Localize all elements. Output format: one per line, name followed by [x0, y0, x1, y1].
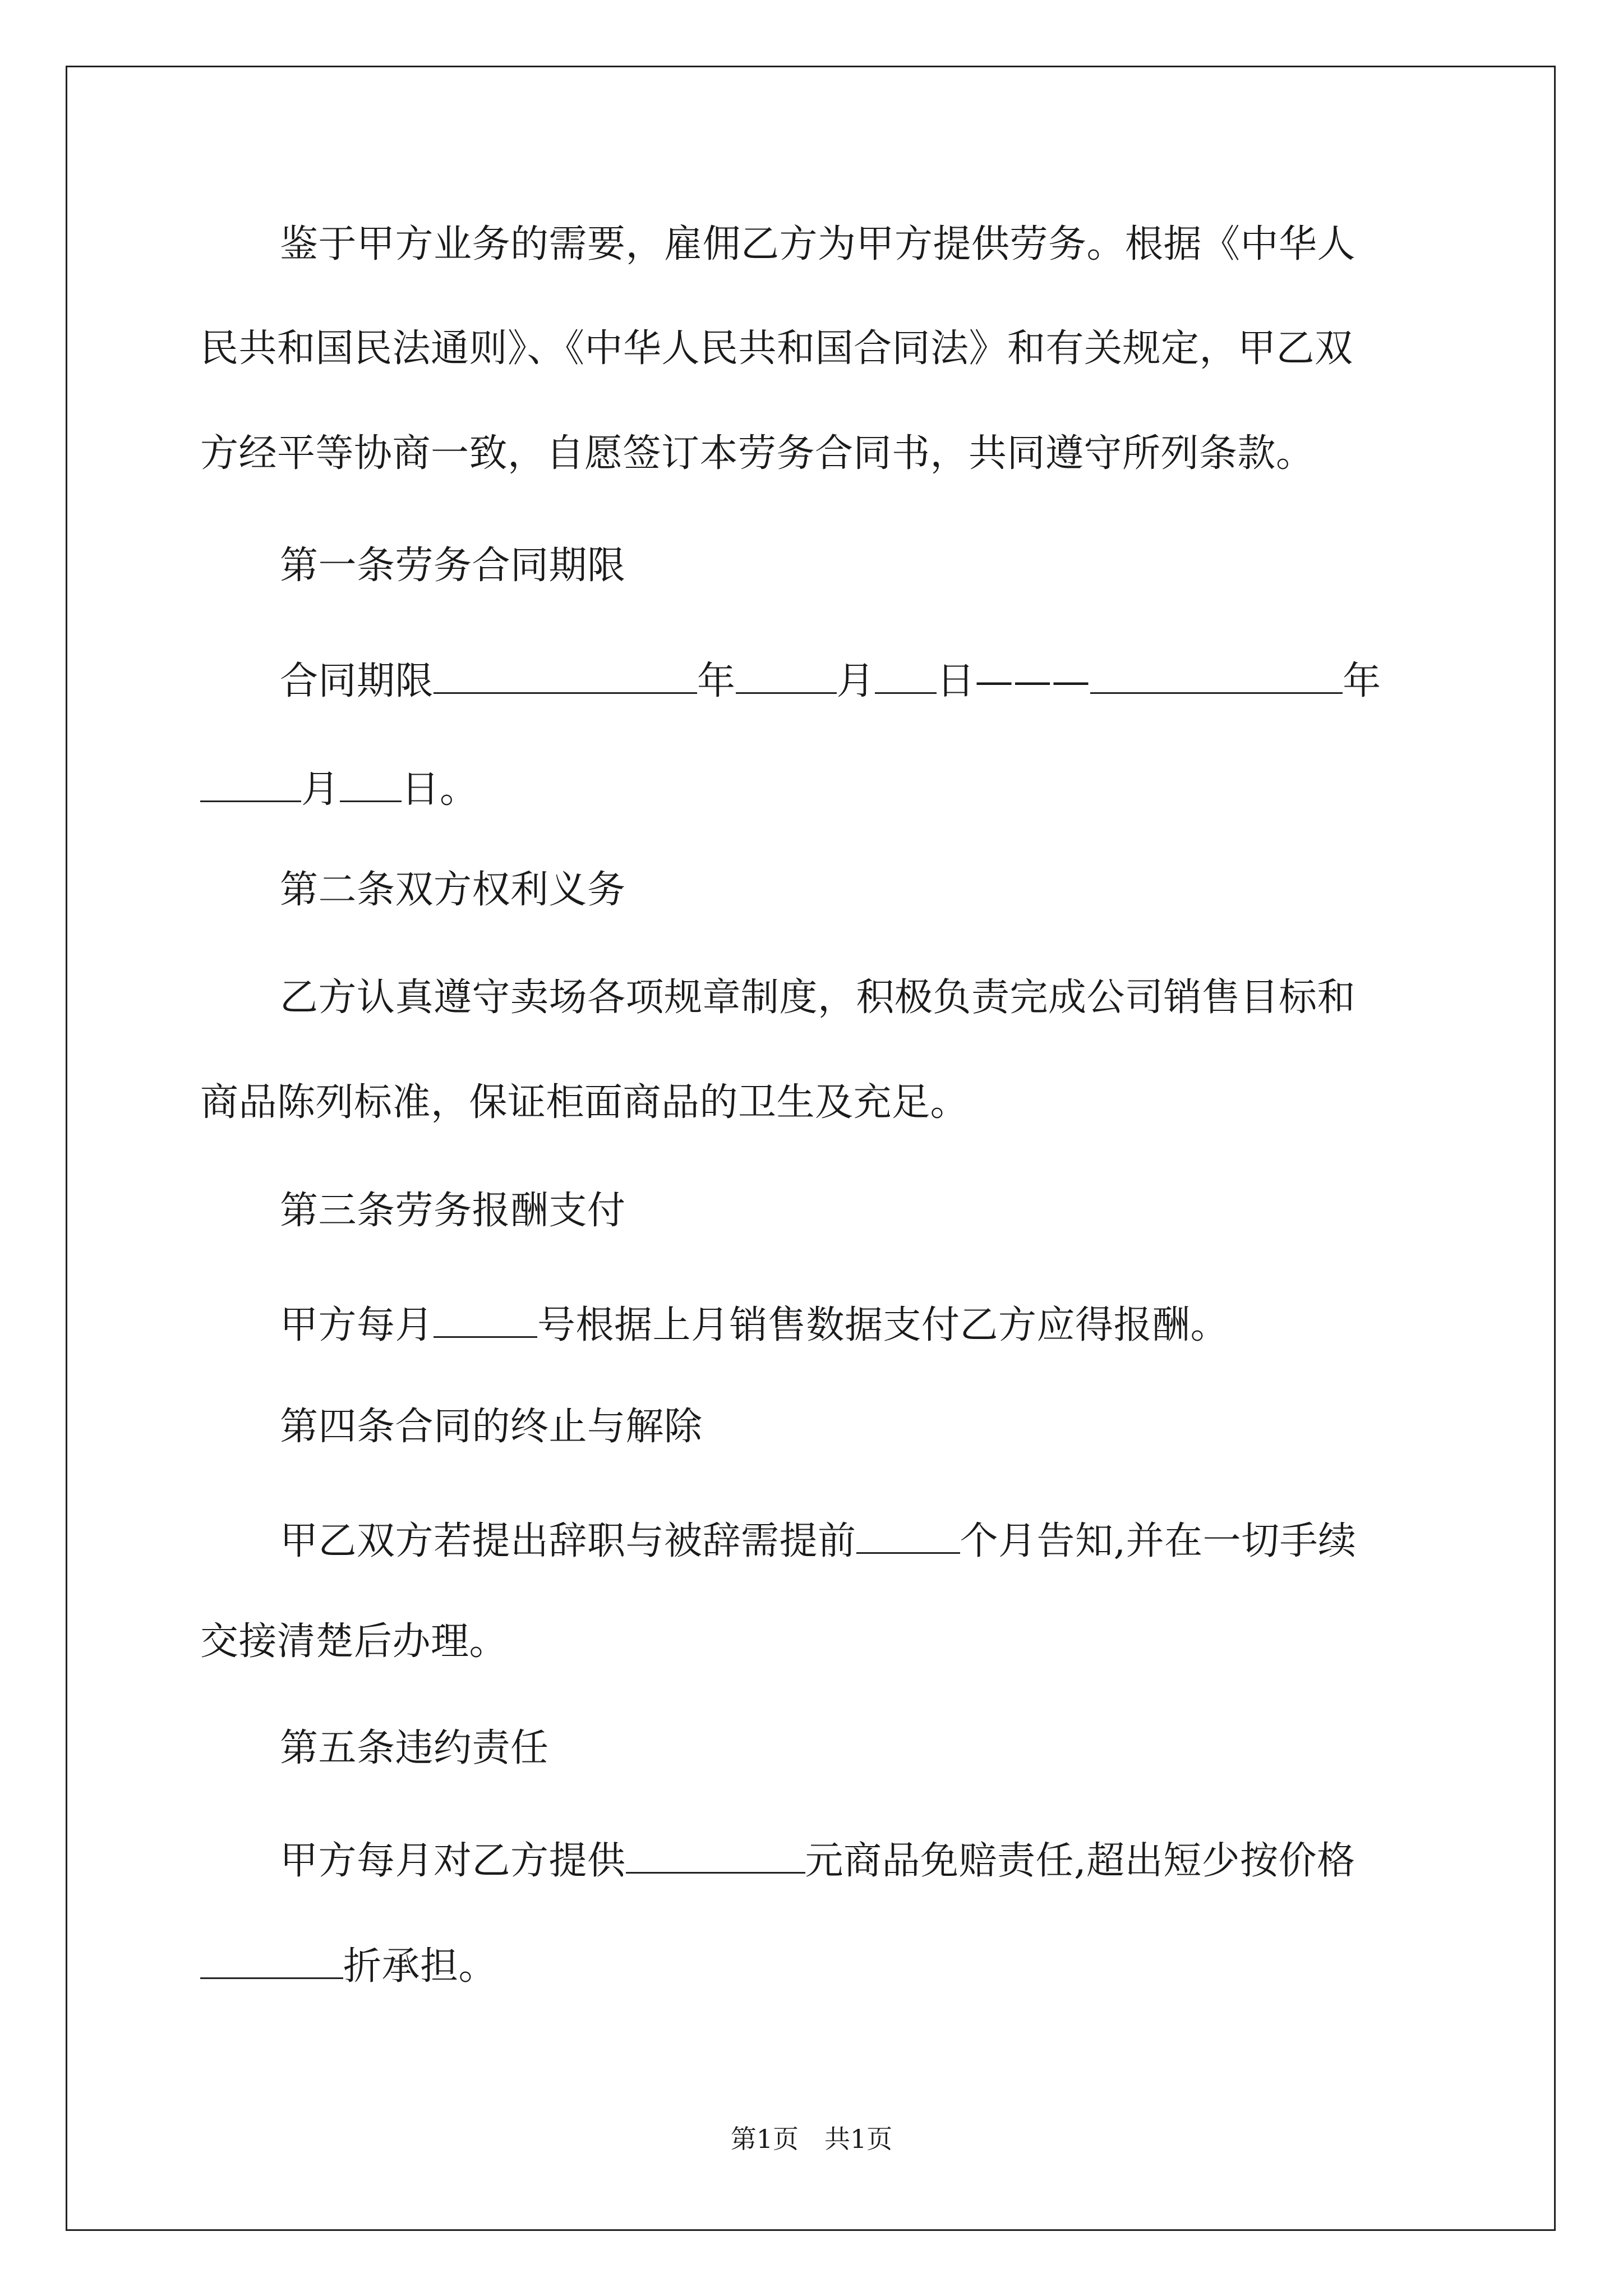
end-year-label: 年 — [1343, 659, 1381, 703]
article-3-body — [280, 1301, 1229, 1345]
article-5-line-1 — [280, 1837, 1355, 1883]
preamble-line-2: 民共和国民法通则》、《中华人民共和国合同法》和有关规定，甲乙双 — [200, 326, 1353, 371]
contract-term-line — [280, 657, 1381, 701]
article-5-prefix: 甲方每月对乙方提供 — [280, 1839, 626, 1883]
term-label: 合同期限 — [280, 659, 434, 703]
start-year-blank — [434, 657, 697, 694]
payment-day-blank — [434, 1301, 537, 1338]
end-year-blank — [1090, 657, 1343, 694]
article-5-line-2 — [200, 1943, 497, 1989]
end-day-blank — [340, 766, 402, 802]
preamble-line-1: 鉴于甲方业务的需要，雇佣乙方为甲方提供劳务。根据《中华人 — [280, 222, 1356, 266]
exemption-amount-blank — [626, 1837, 805, 1874]
end-month-blank — [200, 766, 301, 802]
article-2-line-1: 乙方认真遵守卖场各项规章制度，积极负责完成公司销售目标和 — [280, 976, 1356, 1020]
month-label: 月 — [836, 659, 875, 703]
discount-rate-blank — [200, 1943, 343, 1979]
article-3-heading: 第三条劳务报酬支付 — [280, 1189, 626, 1233]
year-label: 年 — [697, 659, 736, 703]
end-day-label: 日。 — [401, 767, 478, 812]
article-5-heading: 第五条违约责任 — [280, 1726, 549, 1770]
article-4-line-1 — [280, 1517, 1357, 1561]
contract-term-line-2 — [200, 766, 478, 812]
preamble-line-3: 方经平等协商一致，自愿签订本劳务合同书，共同遵守所列条款。 — [200, 431, 1315, 476]
article-1-heading: 第一条劳务合同期限 — [280, 544, 626, 588]
page-number-footer: 第1页 共1页 — [730, 2124, 893, 2154]
article-5-line-2-suffix: 折承担。 — [343, 1944, 497, 1989]
article-2-heading: 第二条双方权利义务 — [280, 868, 626, 912]
article-2-line-2: 商品陈列标准，保证柜面商品的卫生及充足。 — [200, 1080, 969, 1125]
article-4-line-2: 交接清楚后办理。 — [200, 1619, 508, 1664]
article-4-heading: 第四条合同的终止与解除 — [280, 1405, 703, 1449]
notice-months-blank — [856, 1517, 960, 1554]
day-dash-label: 日——— — [937, 659, 1091, 703]
article-3-suffix: 号根据上月销售数据支付乙方应得报酬。 — [537, 1303, 1229, 1347]
end-month-label: 月 — [301, 767, 340, 812]
page-border — [66, 66, 1556, 2231]
article-5-suffix: 元商品免赔责任,超出短少按价格 — [805, 1839, 1355, 1883]
article-4-suffix: 个月告知,并在一切手续 — [960, 1519, 1357, 1563]
article-3-prefix: 甲方每月 — [280, 1303, 434, 1347]
article-4-prefix: 甲乙双方若提出辞职与被辞需提前 — [280, 1519, 856, 1563]
start-day-blank — [875, 657, 937, 694]
start-month-blank — [736, 657, 837, 694]
